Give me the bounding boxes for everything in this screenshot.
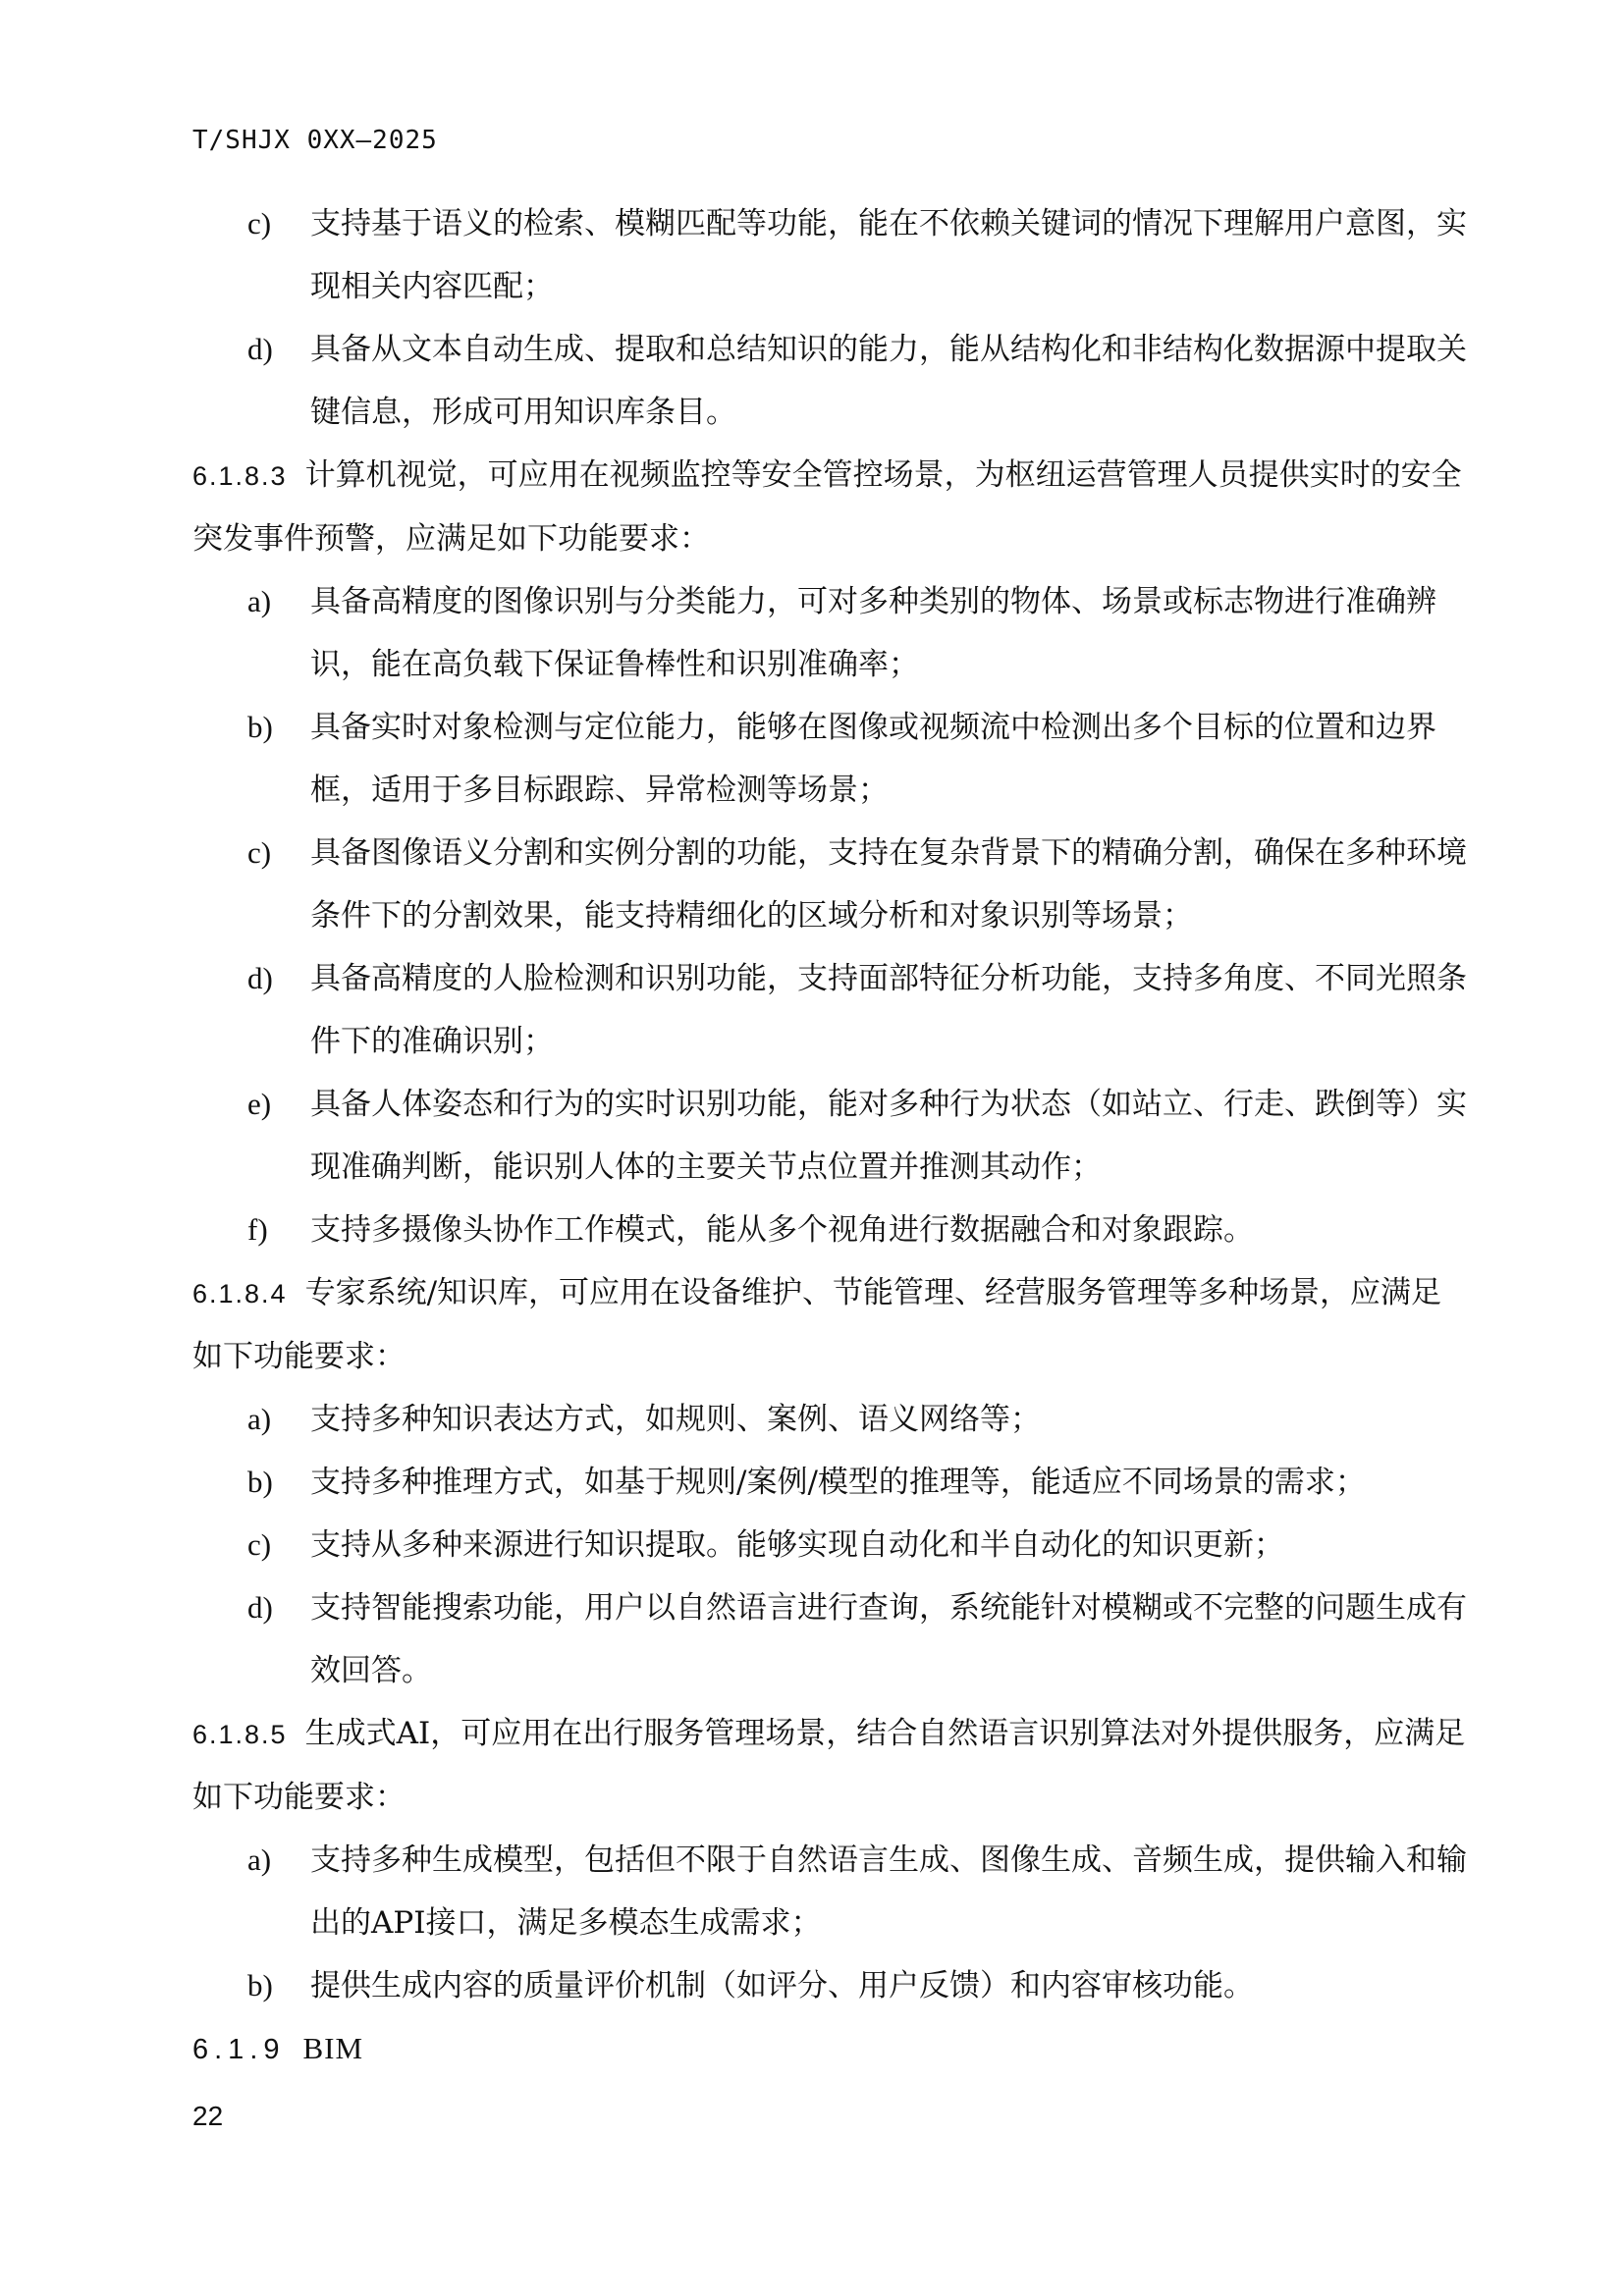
list-item xyxy=(192,1073,1469,1199)
list-item xyxy=(192,1199,1469,1261)
list-item xyxy=(192,1451,1469,1514)
clause-text: 生成式AI，可应用在出行服务管理场景，结合自然语言识别算法对外提供服务，应满足如下功能要求： xyxy=(192,1716,1466,1815)
list-item-text: 支持多种推理方式，如基于规则/案例/模型的推理等，能适应不同场景的需求； xyxy=(310,1465,1366,1500)
page-number: 22 xyxy=(192,2101,224,2131)
list-item-label: a) xyxy=(247,1402,272,1436)
list-item xyxy=(192,1576,1469,1702)
document-header-id: T/SHJX 0XX—2025 xyxy=(192,126,438,155)
list-item-label: d) xyxy=(247,961,273,995)
list-item-label: e) xyxy=(247,1087,272,1121)
list-item-text: 支持多摄像头协作工作模式，能从多个视角进行数据融合和对象跟踪。 xyxy=(310,1212,1254,1248)
list-item xyxy=(192,318,1469,444)
list-item-text: 具备图像语义分割和实例分割的功能，支持在复杂背景下的精确分割，确保在多种环境条件下的分割效果，能支持精细化的区域分析和对象识别等场景； xyxy=(310,835,1467,934)
list-item-text: 支持从多种来源进行知识提取。能够实现自动化和半自动化的知识更新； xyxy=(310,1527,1284,1563)
list-item-text: 具备高精度的人脸检测和识别功能，支持面部特征分析功能，支持多角度、不同光照条件下的准确识别； xyxy=(310,961,1467,1059)
list-item-label: a) xyxy=(247,584,272,618)
clause-text: 计算机视觉，可应用在视频监控等安全管控场景，为枢纽运营管理人员提供实时的安全突发事件预警，应满足如下功能要求： xyxy=(192,457,1462,557)
list-item-text: 具备人体姿态和行为的实时识别功能，能对多种行为状态（如站立、行走、跌倒等）实现准确判断，能识别人体的主要关节点位置并推测其动作； xyxy=(310,1087,1467,1185)
list-item-text: 支持多种生成模型，包括但不限于自然语言生成、图像生成、音频生成，提供输入和输出的API接口，满足多模态生成需求； xyxy=(310,1842,1467,1941)
list-item xyxy=(192,696,1469,822)
list-item-label: b) xyxy=(247,1968,273,2002)
document-body xyxy=(192,192,1469,2081)
list-item-label: b) xyxy=(247,710,273,744)
clause-number: 6.1.8.3 xyxy=(192,461,288,491)
clause-number: 6.1.8.4 xyxy=(192,1279,288,1308)
list-item xyxy=(192,822,1469,947)
clause-6-1-8-5 xyxy=(192,1702,1469,1829)
list-item xyxy=(192,947,1469,1073)
list-item-text: 支持多种知识表达方式，如规则、案例、语义网络等； xyxy=(310,1402,1041,1437)
clause-6-1-8-3 xyxy=(192,444,1469,570)
list-item xyxy=(192,1514,1469,1576)
list-item xyxy=(192,192,1469,318)
clause-6-1-8-4 xyxy=(192,1261,1469,1388)
list-item-text: 支持智能搜索功能，用户以自然语言进行查询，系统能针对模糊或不完整的问题生成有效回答。 xyxy=(310,1590,1467,1688)
list-item-label: c) xyxy=(247,1527,272,1562)
list-item-label: c) xyxy=(247,835,272,870)
list-item xyxy=(192,1388,1469,1451)
list-item xyxy=(192,570,1469,696)
clause-number: 6.1.8.5 xyxy=(192,1720,288,1749)
section-title: BIM xyxy=(302,2031,364,2065)
section-heading-6-1-9 xyxy=(192,2017,1469,2081)
list-item xyxy=(192,1829,1469,1954)
list-item xyxy=(192,1954,1469,2017)
list-item-label: d) xyxy=(247,1590,273,1625)
list-item-text: 具备从文本自动生成、提取和总结知识的能力，能从结构化和非结构化数据源中提取关键信息，形成可用知识库条目。 xyxy=(310,332,1467,430)
list-item-label: f) xyxy=(247,1212,268,1247)
list-item-label: b) xyxy=(247,1465,273,1499)
list-item-text: 具备高精度的图像识别与分类能力，可对多种类别的物体、场景或标志物进行准确辨识，能在高负载下保证鲁棒性和识别准确率； xyxy=(310,584,1436,682)
list-item-text: 具备实时对象检测与定位能力，能够在图像或视频流中检测出多个目标的位置和边界框，适用于多目标跟踪、异常检测等场景； xyxy=(310,710,1436,808)
list-item-label: a) xyxy=(247,1842,272,1877)
clause-text: 专家系统/知识库，可应用在设备维护、节能管理、经营服务管理等多种场景，应满足如下功能要求： xyxy=(192,1275,1442,1374)
list-item-text: 提供生成内容的质量评价机制（如评分、用户反馈）和内容审核功能。 xyxy=(310,1968,1254,2003)
section-number: 6.1.9 xyxy=(192,2034,286,2065)
list-item-label: c) xyxy=(247,206,272,240)
list-item-label: d) xyxy=(247,332,273,366)
list-item-text: 支持基于语义的检索、模糊匹配等功能，能在不依赖关键词的情况下理解用户意图，实现相关内容匹配； xyxy=(310,206,1467,304)
